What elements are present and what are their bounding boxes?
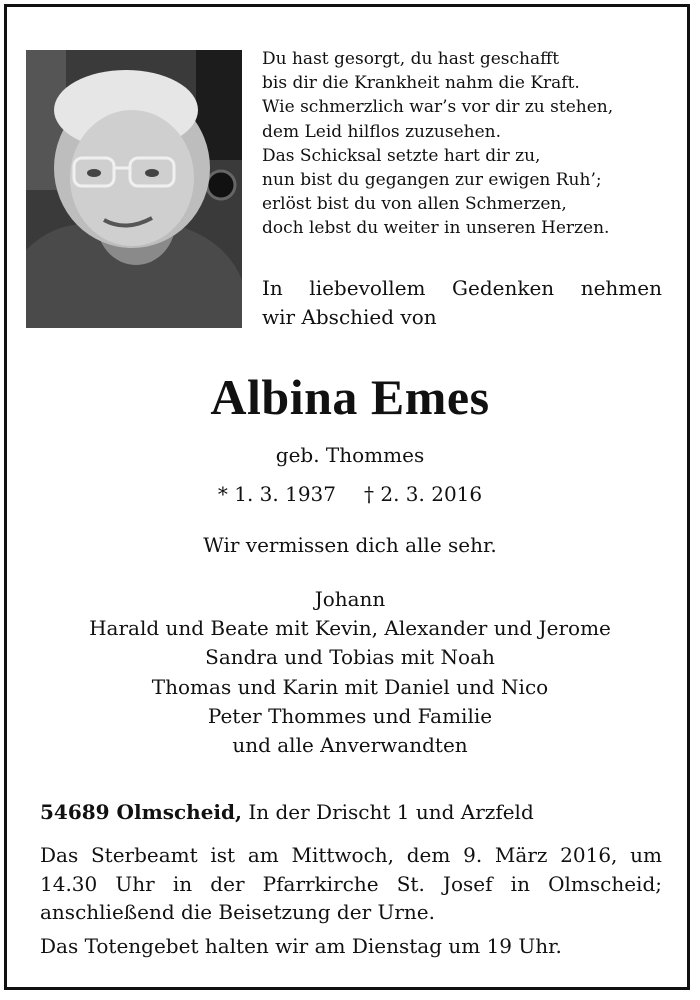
poem-line: Das Schicksal setzte hart dir zu, — [262, 145, 541, 166]
intro-line-1: In liebevollem Gedenken nehmen — [262, 276, 662, 300]
mourner-line: Thomas und Karin mit Daniel und Nico — [151, 674, 549, 699]
mourner-line: Peter Thommes und Familie — [207, 703, 493, 728]
death-date: † 2. 3. 2016 — [364, 482, 483, 506]
birth-name: geb. Thommes — [275, 443, 425, 467]
memorial-poem — [262, 47, 672, 241]
mourner-line: Sandra und Tobias mit Noah — [205, 645, 495, 670]
poem-line: dem Leid hilflos zuzusehen. — [262, 121, 502, 142]
poem-line: Wie schmerzlich war’s vor dir zu stehen, — [262, 97, 614, 118]
address-place: 54689 Olmscheid, — [40, 800, 242, 824]
poem-line: doch lebst du weiter in unseren Herzen. — [262, 218, 610, 239]
mourner-line: Harald und Beate mit Kevin, Alexander und Jerome — [89, 616, 611, 641]
mourner-line: und alle Anverwandten — [232, 733, 468, 758]
address-rest: In der Drischt 1 und Arzfeld — [241, 800, 534, 824]
life-dates — [0, 482, 700, 506]
funeral-info: Das Sterbeamt ist am Mittwoch, dem 9. März 2016, um 14.30 Uhr in der Pfarrkirche St. Josef in Olmscheid; anschließend die Beisetzung der Urne. — [40, 843, 662, 924]
prayer-info: Das Totengebet halten wir am Dienstag um 19 Uhr. — [40, 934, 562, 958]
mourner-line: Johann — [314, 587, 386, 611]
birth-date: * 1. 3. 1937 — [217, 482, 336, 506]
poem-line: nun bist du gegangen zur ewigen Ruh’; — [262, 170, 602, 191]
mourners-list — [0, 585, 700, 760]
portrait-photo — [26, 50, 242, 328]
poem-line: erlöst bist du von allen Schmerzen, — [262, 194, 567, 215]
intro-text — [262, 274, 692, 332]
deceased-name: Albina Emes — [210, 369, 490, 425]
poem-line: bis dir die Krankheit nahm die Kraft. — [262, 73, 580, 94]
intro-line-2: wir Abschied von — [262, 305, 437, 329]
poem-line: Du hast gesorgt, du hast geschafft — [262, 49, 560, 69]
address-line — [40, 800, 534, 824]
farewell-message: Wir vermissen dich alle sehr. — [203, 533, 497, 557]
